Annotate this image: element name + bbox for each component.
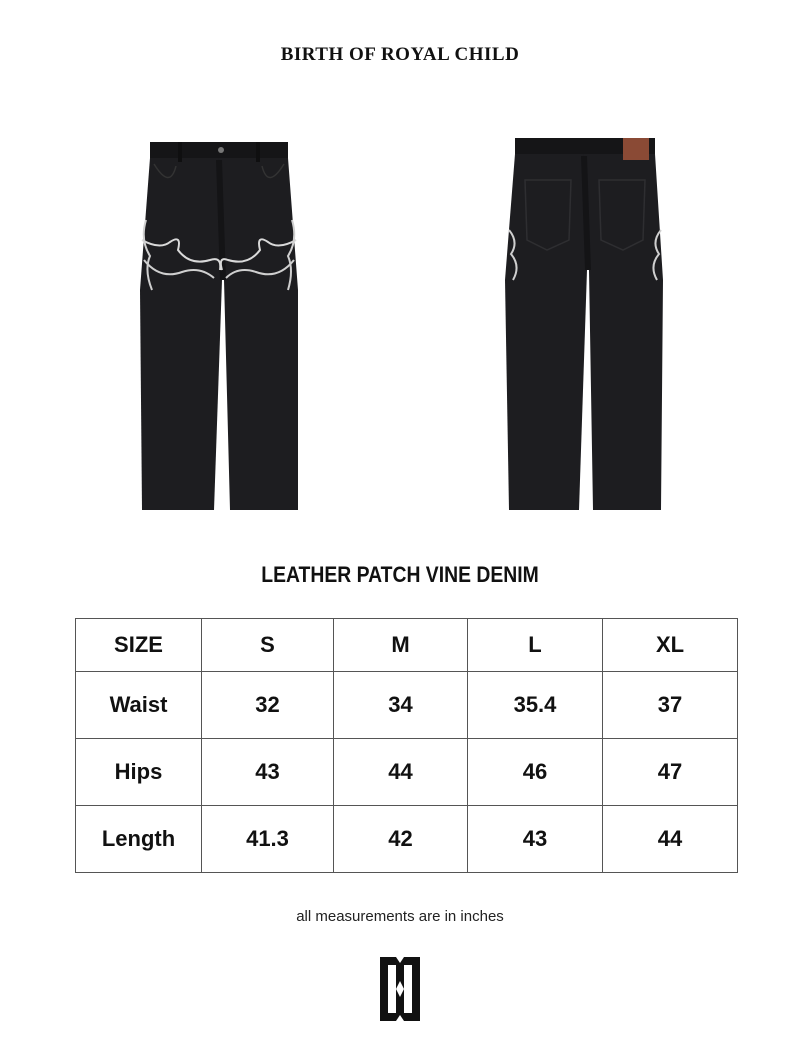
jeans-front-icon	[130, 130, 310, 520]
jeans-front-image	[130, 130, 310, 520]
table-cell: 47	[603, 739, 738, 806]
measurement-note: all measurements are in inches	[296, 908, 504, 925]
table-cell: 41.3	[202, 806, 334, 873]
table-cell: 43	[202, 739, 334, 806]
jeans-back-icon	[495, 130, 675, 520]
header-cell: M	[334, 619, 468, 672]
header-cell: SIZE	[76, 619, 202, 672]
header-cell: S	[202, 619, 334, 672]
table-header-row	[76, 619, 738, 672]
table-row	[76, 672, 738, 739]
table-cell: 42	[334, 806, 468, 873]
product-title: LEATHER PATCH VINE DENIM	[261, 562, 539, 587]
table-cell: 34	[334, 672, 468, 739]
table-cell: 32	[202, 672, 334, 739]
table-row	[76, 806, 738, 873]
table-cell: 44	[334, 739, 468, 806]
table-row	[76, 739, 738, 806]
row-label: Waist	[76, 672, 202, 739]
brand-logo	[376, 955, 424, 1023]
header-cell: L	[468, 619, 603, 672]
table-cell: 35.4	[468, 672, 603, 739]
brand-monogram-icon	[376, 955, 424, 1023]
brand-name: BIRTH OF ROYAL CHILD	[280, 44, 520, 65]
table-cell: 37	[603, 672, 738, 739]
table-cell: 43	[468, 806, 603, 873]
table-cell: 46	[468, 739, 603, 806]
size-chart-table	[75, 618, 738, 873]
table-cell: 44	[603, 806, 738, 873]
header-cell: XL	[603, 619, 738, 672]
row-label: Hips	[76, 739, 202, 806]
jeans-back-image	[495, 130, 675, 520]
row-label: Length	[76, 806, 202, 873]
